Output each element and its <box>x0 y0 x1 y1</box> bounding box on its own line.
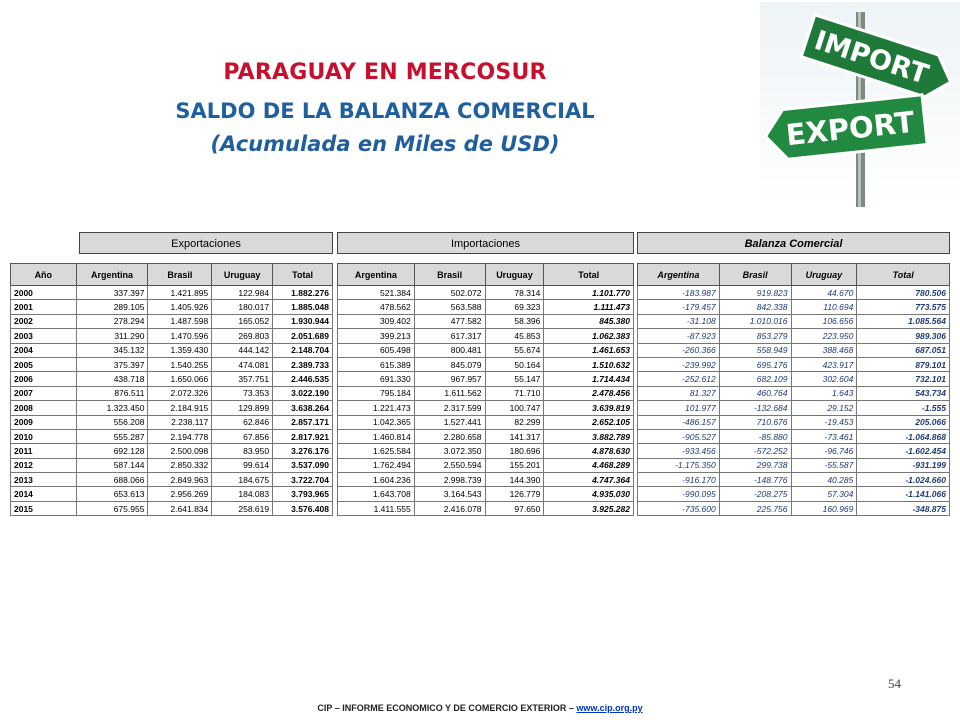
total-cell: 879.101 <box>857 357 950 371</box>
brasil-cell: 2.184.915 <box>148 401 212 415</box>
total-cell: -1.555 <box>857 401 950 415</box>
argentina-cell: -252.612 <box>638 372 720 386</box>
argentina-cell: 675.955 <box>76 501 148 515</box>
col-header-argentina: Argentina <box>338 264 415 286</box>
year-cell: 2000 <box>11 286 77 300</box>
uruguay-cell: 57.304 <box>791 487 857 501</box>
table-row <box>638 487 950 501</box>
brasil-cell: 2.956.269 <box>148 487 212 501</box>
uruguay-cell: 83.950 <box>212 444 273 458</box>
brasil-cell: 460.764 <box>719 386 791 400</box>
brasil-cell: -208.275 <box>719 487 791 501</box>
brasil-cell: 682.109 <box>719 372 791 386</box>
table-row <box>11 329 333 343</box>
total-cell: 3.639.819 <box>544 401 634 415</box>
uruguay-cell: 223.950 <box>791 329 857 343</box>
uruguay-cell: 110.694 <box>791 300 857 314</box>
argentina-cell: 521.384 <box>338 286 415 300</box>
brasil-cell: 845.079 <box>414 357 485 371</box>
year-cell: 2002 <box>11 314 77 328</box>
table-row <box>11 501 333 515</box>
argentina-cell: 309.402 <box>338 314 415 328</box>
brasil-cell: 2.849.963 <box>148 473 212 487</box>
brasil-cell: 919.823 <box>719 286 791 300</box>
footer-link[interactable]: www.cip.org.py <box>576 703 643 713</box>
argentina-cell: 876.511 <box>76 386 148 400</box>
argentina-cell: 1.323.450 <box>76 401 148 415</box>
argentina-cell: 311.290 <box>76 329 148 343</box>
import-export-sign-image <box>760 2 960 207</box>
uruguay-cell: 184.083 <box>212 487 273 501</box>
argentina-cell: 1.643.708 <box>338 487 415 501</box>
argentina-cell: -486.157 <box>638 415 720 429</box>
uruguay-cell: 388.468 <box>791 343 857 357</box>
total-cell: 4.878.630 <box>544 444 634 458</box>
argentina-cell: 556.208 <box>76 415 148 429</box>
total-cell: 2.652.105 <box>544 415 634 429</box>
table-row <box>338 300 634 314</box>
table-row <box>338 473 634 487</box>
brasil-cell: 2.850.332 <box>148 458 212 472</box>
table-row <box>338 487 634 501</box>
brasil-cell: 967.957 <box>414 372 485 386</box>
uruguay-cell: 165.052 <box>212 314 273 328</box>
table-row <box>11 401 333 415</box>
total-cell: 1.930.944 <box>273 314 333 328</box>
uruguay-cell: 129.899 <box>212 401 273 415</box>
argentina-cell: 101.977 <box>638 401 720 415</box>
argentina-cell: -1.175.350 <box>638 458 720 472</box>
brasil-cell: 2.500.098 <box>148 444 212 458</box>
uruguay-cell: 180.017 <box>212 300 273 314</box>
table-row <box>638 329 950 343</box>
uruguay-cell: 69.323 <box>485 300 544 314</box>
argentina-cell: 345.132 <box>76 343 148 357</box>
argentina-cell: 555.287 <box>76 429 148 443</box>
argentina-cell: 1.762.494 <box>338 458 415 472</box>
table-row <box>338 458 634 472</box>
table-row <box>11 286 333 300</box>
argentina-cell: 1.411.555 <box>338 501 415 515</box>
table-row <box>638 458 950 472</box>
argentina-cell: 1.604.236 <box>338 473 415 487</box>
brasil-cell: 1.611.562 <box>414 386 485 400</box>
table-row <box>11 300 333 314</box>
table-row <box>338 372 634 386</box>
table-row <box>338 343 634 357</box>
total-cell: 3.793.965 <box>273 487 333 501</box>
brasil-cell: -572.252 <box>719 444 791 458</box>
uruguay-cell: 82.299 <box>485 415 544 429</box>
table-row <box>638 286 950 300</box>
argentina-cell: 615.389 <box>338 357 415 371</box>
total-cell: 1.062.383 <box>544 329 634 343</box>
argentina-cell: -260.366 <box>638 343 720 357</box>
uruguay-cell: 126.779 <box>485 487 544 501</box>
brasil-cell: 3.164.543 <box>414 487 485 501</box>
uruguay-cell: 141.317 <box>485 429 544 443</box>
col-header-brasil: Brasil <box>148 264 212 286</box>
total-cell: 1.885.048 <box>273 300 333 314</box>
brasil-cell: 2.280.658 <box>414 429 485 443</box>
table-row <box>638 300 950 314</box>
table-row <box>11 314 333 328</box>
argentina-cell: 1.042.365 <box>338 415 415 429</box>
uruguay-cell: 180.696 <box>485 444 544 458</box>
argentina-cell: 691.330 <box>338 372 415 386</box>
table-row <box>638 501 950 515</box>
argentina-cell: -183.987 <box>638 286 720 300</box>
brasil-cell: 2.072.326 <box>148 386 212 400</box>
argentina-cell: -239.992 <box>638 357 720 371</box>
brasil-cell: 1.405.926 <box>148 300 212 314</box>
table-row <box>11 429 333 443</box>
table-row <box>338 444 634 458</box>
table-row <box>338 357 634 371</box>
brasil-cell: 477.582 <box>414 314 485 328</box>
total-cell: -1.602.454 <box>857 444 950 458</box>
footer-text: CIP – INFORME ECONOMICO Y DE COMERCIO EXTERIOR – <box>317 703 577 713</box>
argentina-cell: 587.144 <box>76 458 148 472</box>
uruguay-cell: 50.164 <box>485 357 544 371</box>
argentina-cell: 375.397 <box>76 357 148 371</box>
year-cell: 2008 <box>11 401 77 415</box>
table-row <box>638 429 950 443</box>
brasil-cell: 1.359.430 <box>148 343 212 357</box>
total-cell: 2.857.171 <box>273 415 333 429</box>
brasil-cell: 2.416.078 <box>414 501 485 515</box>
uruguay-cell: 99.614 <box>212 458 273 472</box>
brasil-cell: 563.588 <box>414 300 485 314</box>
uruguay-cell: 474.081 <box>212 357 273 371</box>
year-cell: 2001 <box>11 300 77 314</box>
year-cell: 2007 <box>11 386 77 400</box>
uruguay-cell: -55.587 <box>791 458 857 472</box>
argentina-cell: -179.457 <box>638 300 720 314</box>
table-row <box>338 415 634 429</box>
total-cell: 3.882.789 <box>544 429 634 443</box>
table-row <box>338 314 634 328</box>
table-row <box>11 343 333 357</box>
uruguay-cell: 1.643 <box>791 386 857 400</box>
table-row <box>11 444 333 458</box>
total-cell: 1.714.434 <box>544 372 634 386</box>
total-cell: 2.817.921 <box>273 429 333 443</box>
brasil-cell: 1.010.016 <box>719 314 791 328</box>
imports-table <box>337 263 634 516</box>
total-cell: 2.389.733 <box>273 357 333 371</box>
table-row <box>338 401 634 415</box>
table-row <box>338 386 634 400</box>
table-row <box>338 429 634 443</box>
argentina-cell: 1.460.814 <box>338 429 415 443</box>
argentina-cell: 337.397 <box>76 286 148 300</box>
page-subtitle: SALDO DE LA BALANZA COMERCIAL <box>175 99 595 123</box>
table-row <box>338 286 634 300</box>
brasil-cell: 1.470.596 <box>148 329 212 343</box>
total-cell: 2.148.704 <box>273 343 333 357</box>
exports-table <box>10 263 333 516</box>
table-row <box>638 473 950 487</box>
total-cell: 687.051 <box>857 343 950 357</box>
brasil-cell: 1.487.598 <box>148 314 212 328</box>
col-header-argentina: Argentina <box>76 264 148 286</box>
argentina-cell: -933.456 <box>638 444 720 458</box>
uruguay-cell: 155.201 <box>485 458 544 472</box>
year-cell: 2015 <box>11 501 77 515</box>
brasil-cell: 800.481 <box>414 343 485 357</box>
group-header-exportaciones: Exportaciones <box>79 232 333 254</box>
brasil-cell: 710.676 <box>719 415 791 429</box>
total-cell: -1.064.868 <box>857 429 950 443</box>
total-cell: 3.022.190 <box>273 386 333 400</box>
table-row <box>11 357 333 371</box>
uruguay-cell: 55.674 <box>485 343 544 357</box>
year-cell: 2003 <box>11 329 77 343</box>
col-header-uruguay: Uruguay <box>485 264 544 286</box>
total-cell: 3.576.408 <box>273 501 333 515</box>
page-number: 54 <box>888 676 901 691</box>
page-title: PARAGUAY EN MERCOSUR <box>223 60 547 85</box>
argentina-cell: 289.105 <box>76 300 148 314</box>
table-row <box>638 357 950 371</box>
year-cell: 2005 <box>11 357 77 371</box>
uruguay-cell: -19.453 <box>791 415 857 429</box>
brasil-cell: 225.756 <box>719 501 791 515</box>
uruguay-cell: 73.353 <box>212 386 273 400</box>
page-subtitle-units: (Acumulada en Miles de USD) <box>210 132 560 156</box>
brasil-cell: 299.738 <box>719 458 791 472</box>
brasil-cell: 1.527.441 <box>414 415 485 429</box>
uruguay-cell: 184.675 <box>212 473 273 487</box>
argentina-cell: -735.600 <box>638 501 720 515</box>
uruguay-cell: 357.751 <box>212 372 273 386</box>
total-cell: 1.510.632 <box>544 357 634 371</box>
argentina-cell: 478.562 <box>338 300 415 314</box>
balance-table <box>637 263 950 516</box>
total-cell: 1.085.564 <box>857 314 950 328</box>
total-cell: 989.306 <box>857 329 950 343</box>
total-cell: 4.935.030 <box>544 487 634 501</box>
col-header-uruguay: Uruguay <box>791 264 857 286</box>
table-row <box>638 415 950 429</box>
total-cell: 4.747.364 <box>544 473 634 487</box>
argentina-cell: 81.327 <box>638 386 720 400</box>
uruguay-cell: 160.969 <box>791 501 857 515</box>
brasil-cell: 842.338 <box>719 300 791 314</box>
table-row <box>11 473 333 487</box>
brasil-cell: 2.998.739 <box>414 473 485 487</box>
brasil-cell: 558.949 <box>719 343 791 357</box>
total-cell: -348.875 <box>857 501 950 515</box>
uruguay-cell: 106.656 <box>791 314 857 328</box>
total-cell: 2.051.689 <box>273 329 333 343</box>
year-cell: 2012 <box>11 458 77 472</box>
argentina-cell: 795.184 <box>338 386 415 400</box>
brasil-cell: 3.072.350 <box>414 444 485 458</box>
total-cell: 1.461.653 <box>544 343 634 357</box>
brasil-cell: 2.194.778 <box>148 429 212 443</box>
uruguay-cell: 122.984 <box>212 286 273 300</box>
col-header-total: Total <box>544 264 634 286</box>
uruguay-cell: 58.396 <box>485 314 544 328</box>
uruguay-cell: 423.917 <box>791 357 857 371</box>
brasil-cell: -85.880 <box>719 429 791 443</box>
brasil-cell: 2.238.117 <box>148 415 212 429</box>
argentina-cell: 1.221.473 <box>338 401 415 415</box>
uruguay-cell: 78.314 <box>485 286 544 300</box>
argentina-cell: 1.625.584 <box>338 444 415 458</box>
brasil-cell: 502.072 <box>414 286 485 300</box>
footer <box>0 703 960 713</box>
brasil-cell: 695.176 <box>719 357 791 371</box>
uruguay-cell: -73.461 <box>791 429 857 443</box>
brasil-cell: 1.650.066 <box>148 372 212 386</box>
year-cell: 2014 <box>11 487 77 501</box>
brasil-cell: 853.279 <box>719 329 791 343</box>
table-row <box>638 314 950 328</box>
uruguay-cell: 62.846 <box>212 415 273 429</box>
total-cell: 732.101 <box>857 372 950 386</box>
sign-export-text: EXPORT <box>784 104 917 153</box>
brasil-cell: 2.317.599 <box>414 401 485 415</box>
uruguay-cell: 67.856 <box>212 429 273 443</box>
col-header-year: Año <box>11 264 77 286</box>
total-cell: 1.882.276 <box>273 286 333 300</box>
sign-import-text: IMPORT <box>810 24 933 91</box>
uruguay-cell: 258.619 <box>212 501 273 515</box>
total-cell: 3.537.090 <box>273 458 333 472</box>
total-cell: 4.468.289 <box>544 458 634 472</box>
table-row <box>638 372 950 386</box>
total-cell: -1.024.660 <box>857 473 950 487</box>
argentina-cell: 653.613 <box>76 487 148 501</box>
table-row <box>638 343 950 357</box>
total-cell: 845.380 <box>544 314 634 328</box>
argentina-cell: 692.128 <box>76 444 148 458</box>
uruguay-cell: 44.670 <box>791 286 857 300</box>
uruguay-cell: 55.147 <box>485 372 544 386</box>
table-row <box>11 458 333 472</box>
total-cell: 543.734 <box>857 386 950 400</box>
uruguay-cell: -96.746 <box>791 444 857 458</box>
uruguay-cell: 444.142 <box>212 343 273 357</box>
table-row <box>638 444 950 458</box>
group-header-importaciones: Importaciones <box>337 232 634 254</box>
uruguay-cell: 45.853 <box>485 329 544 343</box>
uruguay-cell: 100.747 <box>485 401 544 415</box>
brasil-cell: 1.540.255 <box>148 357 212 371</box>
year-cell: 2010 <box>11 429 77 443</box>
argentina-cell: 605.498 <box>338 343 415 357</box>
total-cell: 773.575 <box>857 300 950 314</box>
total-cell: 1.101.770 <box>544 286 634 300</box>
argentina-cell: 438.718 <box>76 372 148 386</box>
table-row <box>11 415 333 429</box>
argentina-cell: 688.066 <box>76 473 148 487</box>
argentina-cell: 399.213 <box>338 329 415 343</box>
table-row <box>11 386 333 400</box>
col-header-total: Total <box>273 264 333 286</box>
total-cell: 3.722.704 <box>273 473 333 487</box>
total-cell: 3.276.176 <box>273 444 333 458</box>
total-cell: 2.478.456 <box>544 386 634 400</box>
uruguay-cell: 40.285 <box>791 473 857 487</box>
col-header-brasil: Brasil <box>719 264 791 286</box>
argentina-cell: -31.108 <box>638 314 720 328</box>
table-row <box>11 372 333 386</box>
year-cell: 2009 <box>11 415 77 429</box>
total-cell: 3.925.282 <box>544 501 634 515</box>
brasil-cell: 617.317 <box>414 329 485 343</box>
brasil-cell: 2.641.834 <box>148 501 212 515</box>
argentina-cell: -990.095 <box>638 487 720 501</box>
year-cell: 2006 <box>11 372 77 386</box>
total-cell: 1.111.473 <box>544 300 634 314</box>
year-cell: 2013 <box>11 473 77 487</box>
total-cell: 3.638.264 <box>273 401 333 415</box>
brasil-cell: 1.421.895 <box>148 286 212 300</box>
uruguay-cell: 29.152 <box>791 401 857 415</box>
brasil-cell: 2.550.594 <box>414 458 485 472</box>
year-cell: 2011 <box>11 444 77 458</box>
col-header-brasil: Brasil <box>414 264 485 286</box>
total-cell: 205.066 <box>857 415 950 429</box>
total-cell: 2.446.535 <box>273 372 333 386</box>
uruguay-cell: 269.803 <box>212 329 273 343</box>
uruguay-cell: 302.604 <box>791 372 857 386</box>
argentina-cell: -905.527 <box>638 429 720 443</box>
uruguay-cell: 97.650 <box>485 501 544 515</box>
brasil-cell: -132.684 <box>719 401 791 415</box>
year-cell: 2004 <box>11 343 77 357</box>
argentina-cell: 278.294 <box>76 314 148 328</box>
argentina-cell: -916.170 <box>638 473 720 487</box>
table-row <box>638 386 950 400</box>
brasil-cell: -148.776 <box>719 473 791 487</box>
uruguay-cell: 144.390 <box>485 473 544 487</box>
col-header-argentina: Argentina <box>638 264 720 286</box>
table-row <box>338 329 634 343</box>
total-cell: -931.199 <box>857 458 950 472</box>
table-row <box>11 487 333 501</box>
total-cell: 780.506 <box>857 286 950 300</box>
group-header-balanza: Balanza Comercial <box>637 232 950 254</box>
table-row <box>638 401 950 415</box>
col-header-uruguay: Uruguay <box>212 264 273 286</box>
argentina-cell: -87.923 <box>638 329 720 343</box>
col-header-total: Total <box>857 264 950 286</box>
table-row <box>338 501 634 515</box>
uruguay-cell: 71.710 <box>485 386 544 400</box>
total-cell: -1.141.066 <box>857 487 950 501</box>
